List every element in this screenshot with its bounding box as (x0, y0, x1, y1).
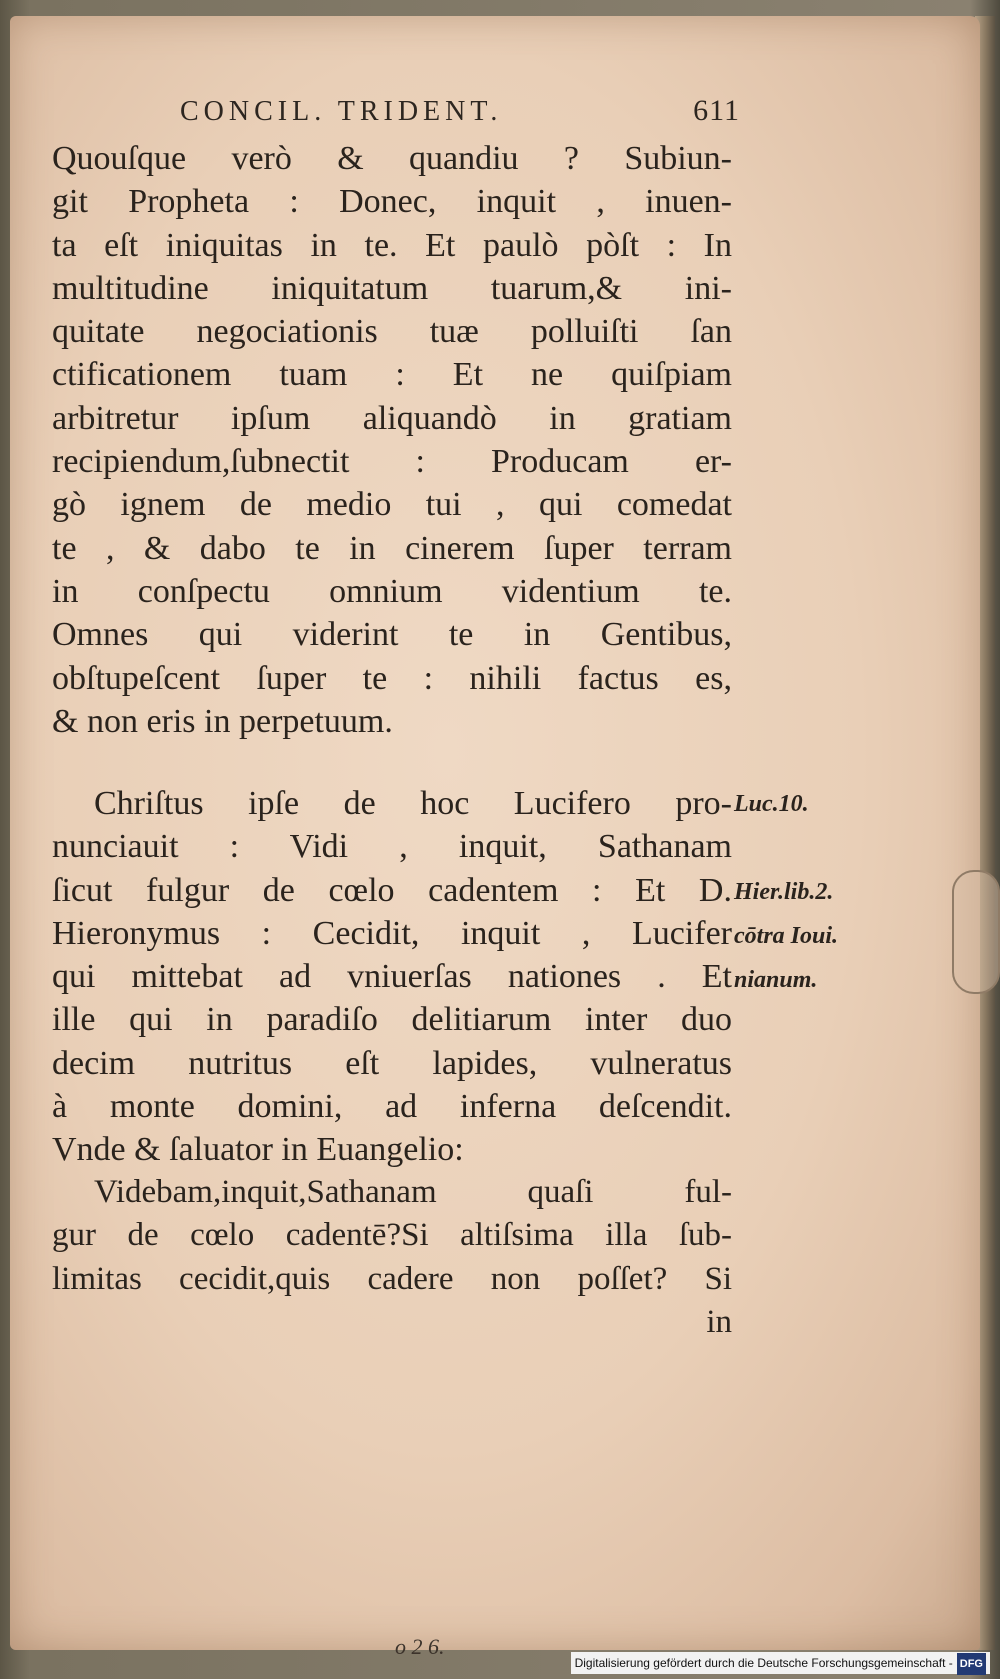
margin-notes (734, 782, 904, 1002)
page-tab-marker (952, 870, 1000, 994)
text-line: quitate negociationis tuæ polluiſti ſan (52, 313, 732, 351)
text-line: gur de cœlo cadentē?Si altiſsima illa ſub- (52, 1217, 732, 1254)
signature-mark: o 2 6. (395, 1634, 445, 1659)
running-header (180, 96, 740, 136)
text-line: limitas cecidit,quis cadere non poſſet? Si (52, 1260, 732, 1297)
margin-note-jerome: nianum. (734, 967, 818, 993)
text-line: gò ignem de medio tui , qui comedat (52, 486, 732, 524)
running-title: CONCIL. TRIDENT. (180, 96, 503, 127)
text-line: Quouſque verò & quandiu ? Subiun- (52, 140, 732, 177)
text-line: Videbam,inquit,Sathanam quaſi ful- (94, 1174, 732, 1210)
text-line: ille qui in paradiſo delitiarum inter duo (52, 1001, 732, 1039)
digitization-credit (571, 1652, 990, 1674)
margin-note-jerome: Hier.lib.2. (734, 879, 834, 905)
text-line: qui mittebat ad vniuerſas nationes . Et (52, 958, 732, 996)
text-line: multitudine iniquitatum tuarum,& ini- (52, 269, 732, 307)
text-line: Omnes qui viderint te in Gentibus, (52, 616, 732, 654)
text-line: arbitretur ipſum aliquandò in gratiam (52, 399, 732, 437)
text-line: ta eſt iniquitas in te. Et paulò pòſt : In (52, 226, 732, 264)
page-number: 611 (693, 94, 740, 127)
margin-note-jerome: cōtra Ioui. (734, 923, 839, 949)
paragraph-2 (52, 782, 732, 1172)
text-line: Chriſtus ipſe de hoc Lucifero pro- (94, 785, 732, 822)
dfg-logo: DFG (957, 1653, 986, 1675)
text-line: decim nutritus eſt lapides, vulneratus (52, 1044, 732, 1082)
paragraph-1 (52, 137, 732, 743)
text-line: recipiendum,ſubnectit : Producam er- (52, 443, 732, 481)
text-line: & non eris in perpetuum. (52, 702, 393, 740)
text-line: Vnde & ſaluator in Euangelio: (52, 1131, 464, 1169)
text-line: à monte domini, ad inferna deſcendit. (52, 1088, 732, 1126)
text-line: nunciauit : Vidi , inquit, Sathanam (52, 828, 732, 866)
text-line: obſtupeſcent ſuper te : nihili factus es, (52, 659, 732, 697)
text-line: in conſpectu omnium videntium te. (52, 572, 732, 610)
text-line: te , & dabo te in cinerem ſuper terram (52, 529, 732, 567)
credit-text: Digitalisierung gefördert durch die Deutsche Forschungsgemeinschaft - (574, 1656, 953, 1670)
text-line: git Propheta : Donec, inquit , inuen- (52, 183, 732, 221)
text-line: ſicut fulgur de cœlo cadentem : Et D. (52, 871, 732, 909)
margin-note-luke: Luc.10. (734, 791, 809, 817)
paragraph-3 (52, 1171, 732, 1344)
text-line: Hieronymus : Cecidit, inquit , Lucifer (52, 914, 732, 952)
text-line: ctificationem tuam : Et ne quiſpiam (52, 356, 732, 394)
catchword: in (706, 1303, 732, 1340)
